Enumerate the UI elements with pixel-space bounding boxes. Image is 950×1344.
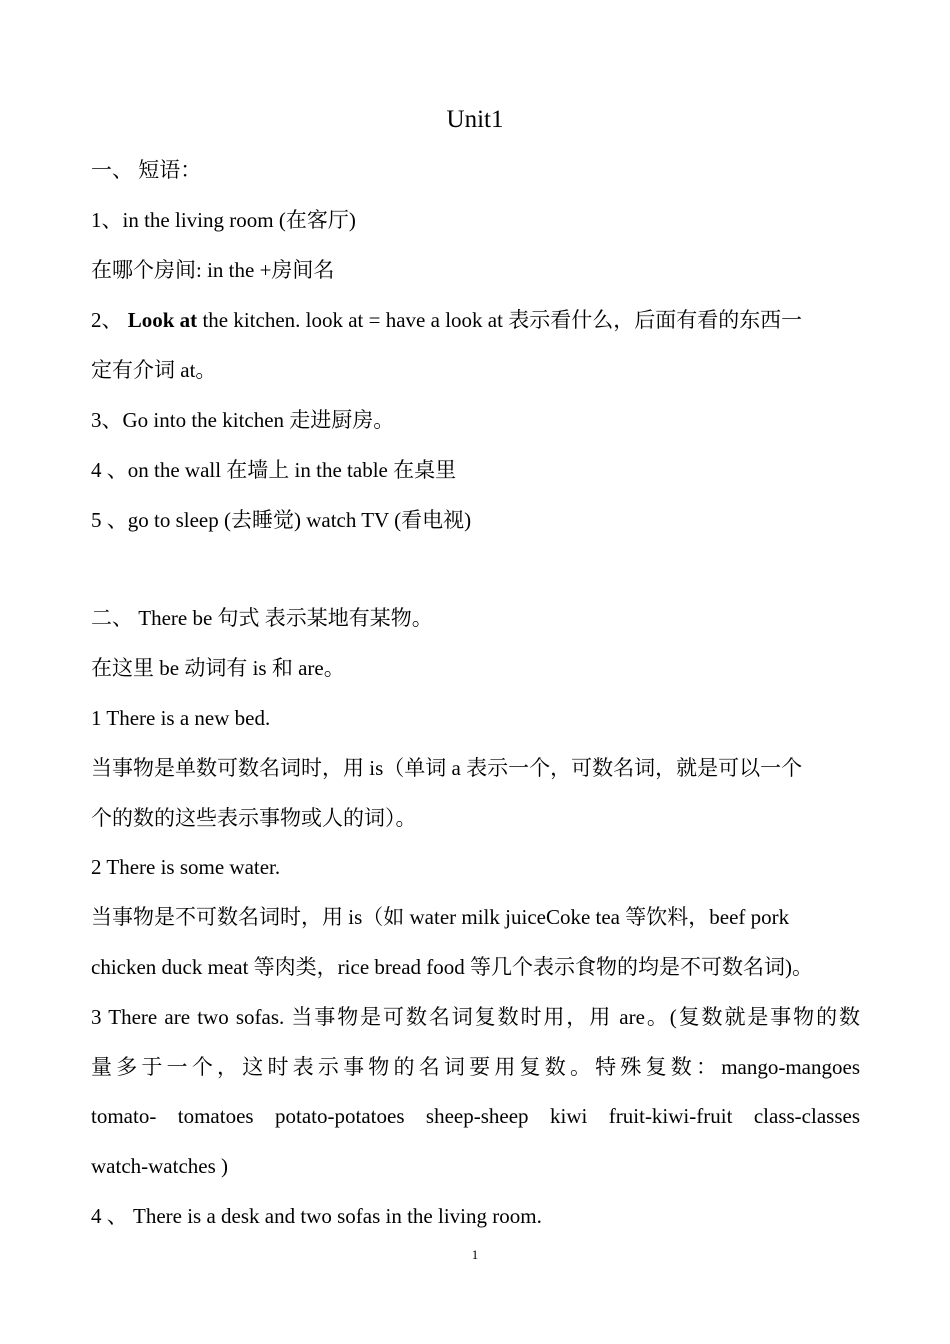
phrase-item-1: 1、in the living room (在客厅) [91,208,356,232]
page-number: 1 [471,1247,479,1262]
example-1-note-a: 当事物是单数可数名词时，用 is（单词 a 表示一个，可数名词，就是可以一个 [91,756,803,780]
phrase-item-2-prefix: 2、 [91,308,128,332]
phrase-note-1: 在哪个房间: in the +房间名 [91,258,335,282]
example-3-line-c: tomato- tomatoes potato-potatoes sheep-sheep kiwi fruit-kiwi-fruit class-classes [91,1104,860,1128]
example-2: 2 There is some water. [91,855,281,879]
section2-heading: 二、 There be 句式 表示某地有某物。 [91,606,433,630]
phrase-item-2-bold: Look at [127,308,198,332]
page-title: Unit1 [446,106,504,133]
section2-intro: 在这里 be 动词有 is 和 are。 [91,656,345,680]
phrase-item-3: 3、Go into the kitchen 走进厨房。 [91,408,395,432]
phrase-item-2-rest: the kitchen. look at = have a look at 表示看什么，后面有看的东西一 [197,308,803,332]
example-4: 4 、 There is a desk and two sofas in the living room. [91,1204,542,1228]
example-3-line-a: 3 There are two sofas. 当事物是可数名词复数时用，用 are。(复数就是事物的数 [91,1005,860,1029]
phrase-item-2-continued: 定有介词 at。 [91,358,217,382]
example-3-line-b: 量多于一个，这时表示事物的名词要用复数。特殊复数：mango-mangoes [91,1055,860,1079]
phrase-item-5: 5 、go to sleep (去睡觉) watch TV (看电视) [91,508,472,532]
section1-heading: 一、 短语： [91,158,202,182]
phrase-item-2 [91,305,860,335]
example-2-note-a: 当事物是不可数名词时，用 is（如 water milk juiceCoke tea 等饮料，beef pork [91,905,790,929]
phrase-item-4: 4 、on the wall 在墙上 in the table 在桌里 [91,458,457,482]
example-2-note-b: chicken duck meat 等肉类，rice bread food 等几个表示食物的均是不可数名词)。 [91,955,814,979]
example-1-note-b: 个的数的这些表示事物或人的词）。 [91,806,417,830]
example-3-line-d: watch-watches ) [91,1154,229,1178]
example-1: 1 There is a new bed. [91,706,271,730]
